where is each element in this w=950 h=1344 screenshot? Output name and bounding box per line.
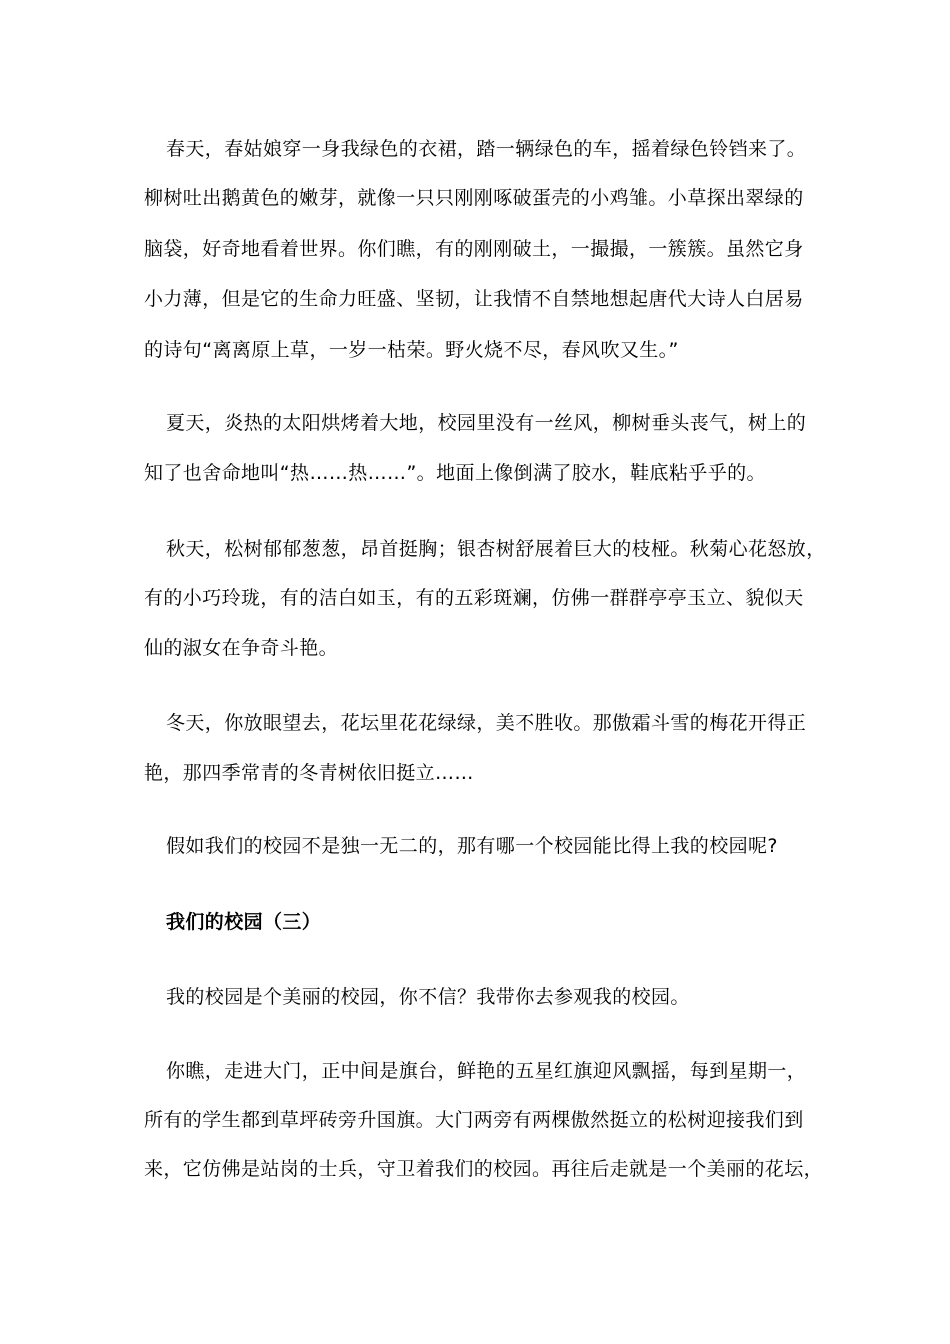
text-line: 春天，春姑娘穿一身我绿色的衣裙，踏一辆绿色的车，摇着绿色铃铛来了。 (166, 138, 807, 160)
text-line: 假如我们的校园不是独一无二的，那有哪一个校园能比得上我的校园呢? (166, 835, 778, 857)
text-line: 我的校园是个美丽的校园，你不信？我带你去参观我的校园。 (166, 986, 690, 1008)
text-line: 所有的学生都到草坪砖旁升国旗。大门两旁有两棵傲然挺立的松树迎接我们到 (144, 1109, 804, 1131)
text-line: 秋天，松树郁郁葱葱，昂首挺胸；银杏树舒展着巨大的枝桠。秋菊心花怒放， (166, 538, 826, 560)
text-line: 柳树吐出鹅黄色的嫩芽，就像一只只刚刚啄破蛋壳的小鸡雏。小草探出翠绿的 (144, 187, 804, 209)
section-heading: 我们的校园（三） (166, 911, 322, 933)
text-line: 夏天，炎热的太阳烘烤着大地，校园里没有一丝风，柳树垂头丧气，树上的 (166, 412, 807, 434)
text-line: 仙的淑女在争奇斗艳。 (144, 637, 339, 659)
text-line: 小力薄，但是它的生命力旺盛、坚韧，让我情不自禁地想起唐代大诗人白居易 (144, 288, 804, 310)
text-line: 艳，那四季常青的冬青树依旧挺立…… (144, 762, 474, 784)
text-line: 知了也舍命地叫“热……热……”。地面上像倒满了胶水，鞋底粘乎乎的。 (144, 462, 766, 484)
text-line: 脑袋，好奇地看着世界。你们瞧，有的刚刚破土，一撮撮，一簇簇。虽然它身 (144, 238, 804, 260)
text-line: 的诗句“离离原上草，一岁一枯荣。野火烧不尽，春风吹又生。” (144, 339, 679, 361)
text-line: 来，它仿佛是站岗的士兵，守卫着我们的校园。再往后走就是一个美丽的花坛， (144, 1158, 824, 1180)
text-line: 有的小巧玲珑，有的洁白如玉，有的五彩斑斓，仿佛一群群亭亭玉立、貌似天 (144, 587, 804, 609)
text-line: 冬天，你放眼望去，花坛里花花绿绿，美不胜收。那傲霜斗雪的梅花开得正 (166, 712, 807, 734)
text-line: 你瞧，走进大门，正中间是旗台，鲜艳的五星红旗迎风飘摇，每到星期一， (166, 1060, 807, 1082)
